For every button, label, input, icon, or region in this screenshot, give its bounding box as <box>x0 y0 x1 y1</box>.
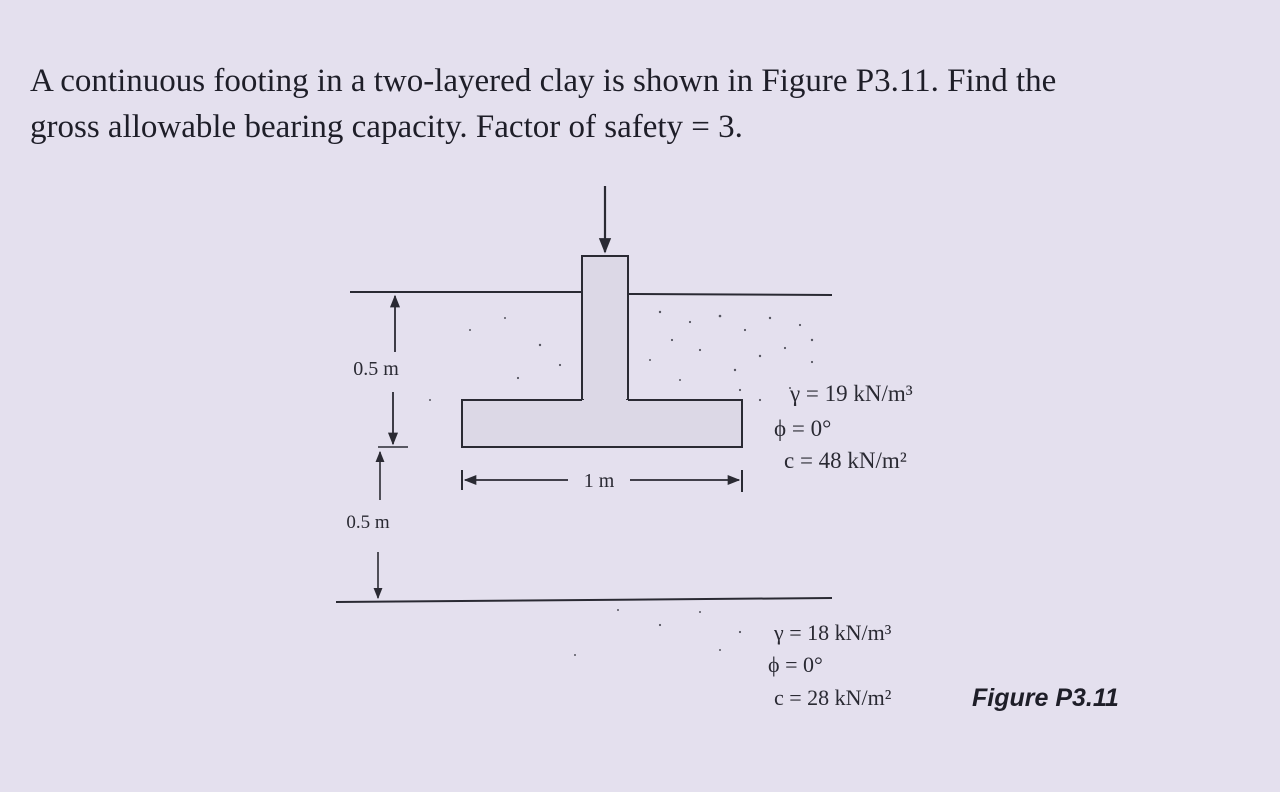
lower-gamma: γ = 18 kN/m³ <box>774 620 892 645</box>
upper-phi: ϕ = 0° <box>774 416 832 441</box>
problem-line-1: A continuous footing in a two-layered clay is shown in Figure P3.11. Find the <box>30 63 1057 99</box>
depth-label-bottom: 0.5 m <box>346 512 390 533</box>
footing-column <box>582 256 628 400</box>
footing-base <box>462 400 742 447</box>
layer-boundary <box>336 598 832 602</box>
lower-phi: ϕ = 0° <box>768 652 823 677</box>
upper-gamma: γ = 19 kN/m³ <box>790 381 913 406</box>
ground-surface-right <box>628 294 832 295</box>
lower-cohesion: c = 28 kN/m² <box>774 685 892 710</box>
figure-caption: Figure P3.11 <box>972 684 1119 712</box>
problem-line-2: gross allowable bearing capacity. Factor of safety = 3. <box>30 109 743 145</box>
depth-label-top: 0.5 m <box>353 358 399 380</box>
upper-cohesion: c = 48 kN/m² <box>784 448 907 473</box>
width-label: 1 m <box>583 470 615 492</box>
